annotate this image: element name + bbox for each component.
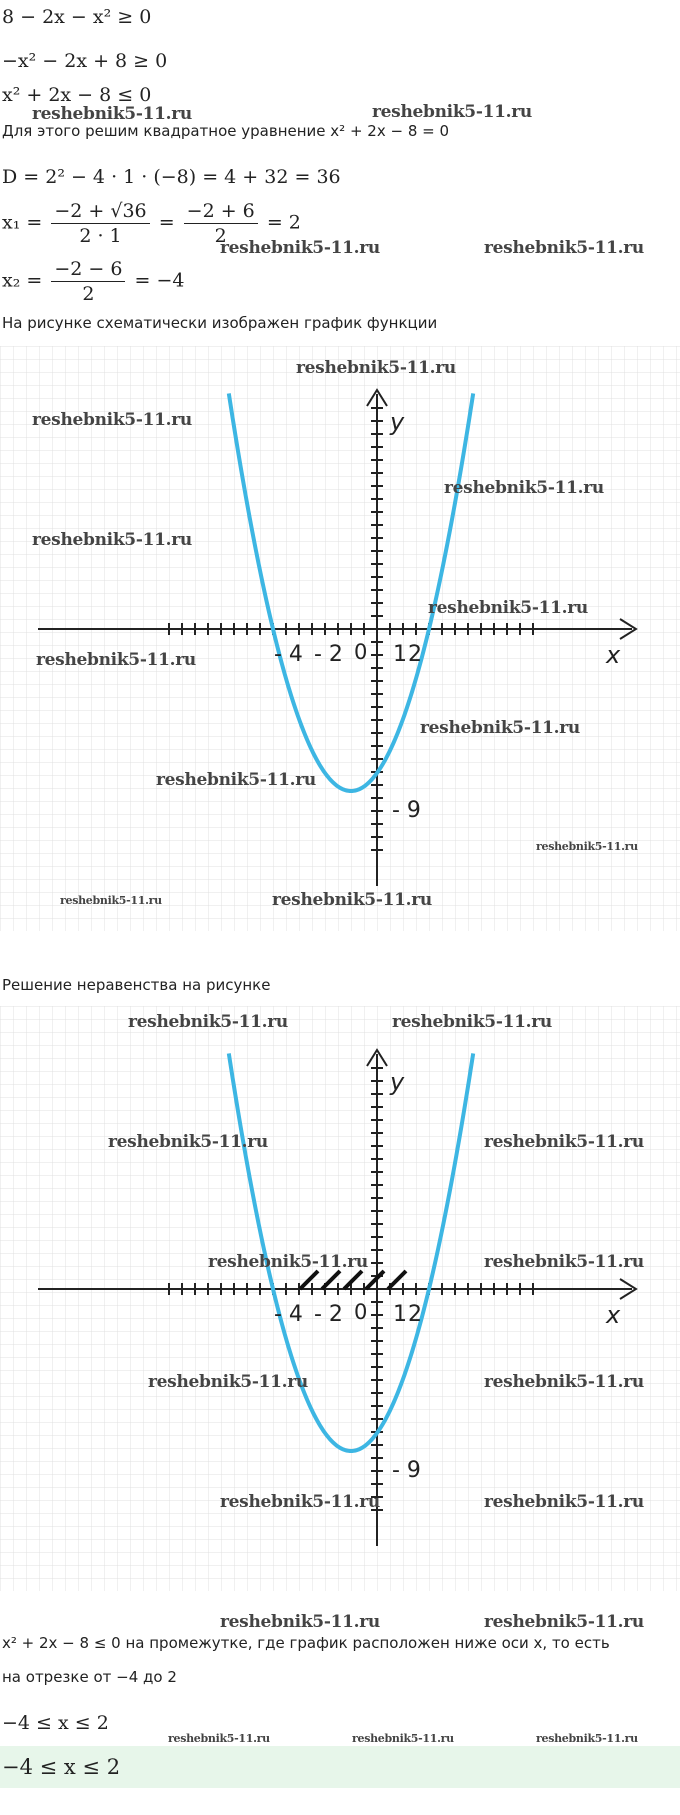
watermark: reshebnik5-11.ru [536, 1732, 638, 1745]
watermark: reshebnik5-11.ru [220, 1492, 380, 1512]
inequality-line-1: 8 − 2x − x² ≥ 0 [2, 6, 152, 28]
watermark: reshebnik5-11.ru [296, 358, 456, 378]
conclusion-line-1: x² + 2x − 8 ≤ 0 на промежутке, где график расположен ниже оси x, то есть [2, 1634, 610, 1652]
x1-numerator-1: −2 + √36 [51, 200, 149, 224]
watermark: reshebnik5-11.ru [484, 1132, 644, 1152]
tick-label-neg2: - 2 [314, 1302, 343, 1327]
discriminant-line: D = 2² − 4 · 1 · (−8) = 4 + 32 = 36 [2, 166, 341, 188]
watermark: reshebnik5-11.ru [484, 1492, 644, 1512]
tick-label-neg4: - 4 [274, 642, 303, 667]
x1-numerator-2: −2 + 6 [184, 200, 258, 224]
tick-label-zero: 0 [354, 640, 368, 664]
solve-equation-text: Для этого решим квадратное уравнение x² + 2x − 8 = 0 [2, 122, 450, 140]
watermark: reshebnik5-11.ru [128, 1012, 288, 1032]
vertex-label: - 9 [392, 1458, 421, 1483]
tick-label-one: 1 [393, 642, 407, 667]
watermark: reshebnik5-11.ru [108, 1132, 268, 1152]
tick-label-neg4: - 4 [274, 1302, 303, 1327]
answer-box [0, 1746, 680, 1788]
x1-result: = 2 [266, 211, 301, 234]
result-line: −4 ≤ x ≤ 2 [2, 1712, 109, 1734]
watermark: reshebnik5-11.ru [352, 1732, 454, 1745]
tick-label-two: 2 [408, 642, 422, 667]
root-x2-line [2, 258, 184, 305]
watermark: reshebnik5-11.ru [32, 104, 192, 124]
watermark: reshebnik5-11.ru [484, 1612, 644, 1632]
watermark: reshebnik5-11.ru [32, 410, 192, 430]
solution-caption: Решение неравенства на рисунке [2, 976, 271, 994]
watermark: reshebnik5-11.ru [36, 650, 196, 670]
watermark: reshebnik5-11.ru [60, 894, 162, 907]
tick-label-neg2: - 2 [314, 642, 343, 667]
x-axis-label: x [606, 1301, 621, 1329]
tick-label-two: 2 [408, 1302, 422, 1327]
y-axis-label: y [390, 408, 405, 436]
watermark: reshebnik5-11.ru [536, 840, 638, 853]
watermark: reshebnik5-11.ru [444, 478, 604, 498]
x2-result: = −4 [134, 269, 185, 292]
x2-numerator: −2 − 6 [51, 258, 125, 282]
x2-denominator: 2 [82, 283, 95, 305]
watermark: reshebnik5-11.ru [32, 530, 192, 550]
watermark: reshebnik5-11.ru [420, 718, 580, 738]
watermark: reshebnik5-11.ru [168, 1732, 270, 1745]
inequality-line-3: x² + 2x − 8 ≤ 0 [2, 84, 152, 106]
tick-label-one: 1 [393, 1302, 407, 1327]
x1-label: x₁ = [2, 211, 43, 234]
watermark: reshebnik5-11.ru [148, 1372, 308, 1392]
tick-label-zero: 0 [354, 1300, 368, 1324]
watermark: reshebnik5-11.ru [272, 890, 432, 910]
watermark: reshebnik5-11.ru [220, 1612, 380, 1632]
x2-fraction [51, 258, 125, 305]
watermark: reshebnik5-11.ru [220, 238, 380, 258]
x1-fraction-1 [51, 200, 149, 247]
x-axis-label: x [606, 641, 621, 669]
watermark: reshebnik5-11.ru [484, 1252, 644, 1272]
vertex-label: - 9 [392, 798, 421, 823]
inequality-line-2: −x² − 2x + 8 ≥ 0 [2, 50, 168, 72]
answer-text: −4 ≤ x ≤ 2 [2, 1755, 121, 1779]
y-axis-label: y [390, 1068, 405, 1096]
watermark: reshebnik5-11.ru [156, 770, 316, 790]
watermark: reshebnik5-11.ru [484, 1372, 644, 1392]
x2-label: x₂ = [2, 269, 43, 292]
x1-denominator-2: 2 [214, 225, 227, 247]
watermark: reshebnik5-11.ru [392, 1012, 552, 1032]
graph-caption: На рисунке схематически изображен график функции [2, 314, 438, 332]
watermark: reshebnik5-11.ru [484, 238, 644, 258]
watermark: reshebnik5-11.ru [208, 1252, 368, 1272]
watermark: reshebnik5-11.ru [372, 102, 532, 122]
x1-denominator-1: 2 · 1 [79, 225, 122, 247]
equals-sign: = [158, 211, 175, 234]
watermark: reshebnik5-11.ru [428, 598, 588, 618]
conclusion-line-2: на отрезке от −4 до 2 [2, 1668, 177, 1686]
